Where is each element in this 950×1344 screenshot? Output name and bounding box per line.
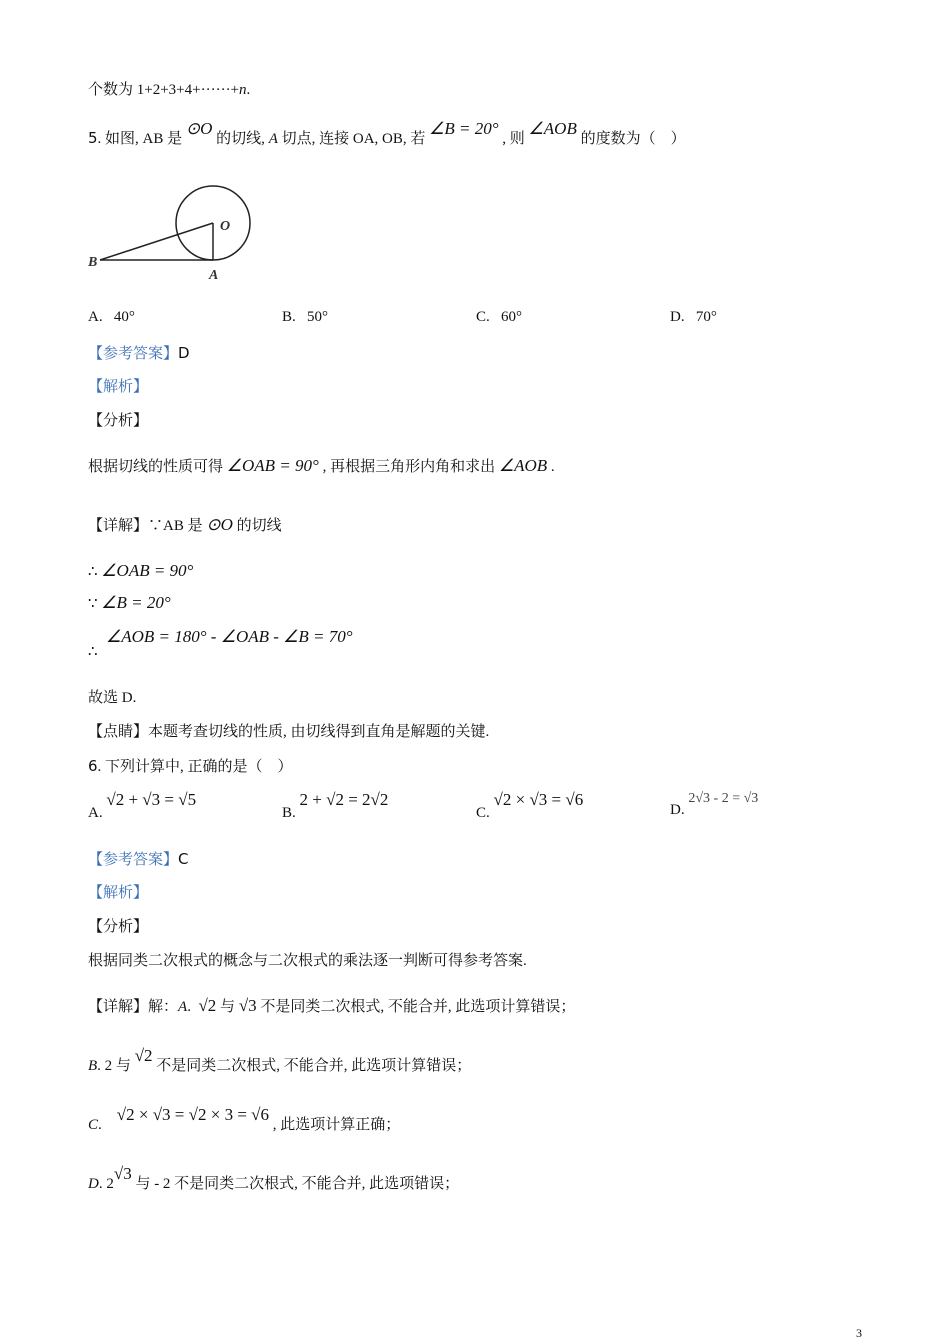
dianjing-text: 本题考查切线的性质, 由切线得到直角是解题的关键. <box>148 724 490 740</box>
detail-label: 【详解】 <box>88 518 149 534</box>
angle-aob-formula: ∠AOB <box>498 456 548 475</box>
because-symbol: ∵ <box>88 596 102 612</box>
q6-analysis: 根据同类二次根式的概念与二次根式的乘法逐一判断可得参考答案. <box>88 953 527 969</box>
radicand: 6 <box>574 790 584 809</box>
variable-n: n <box>239 82 247 98</box>
detail-text: 解： <box>148 999 179 1015</box>
operator: = <box>547 790 566 809</box>
q6-jiexi-label: 【解析】 <box>88 885 149 901</box>
radicand: 2 <box>115 790 125 809</box>
q5-step-3-formula <box>106 627 353 648</box>
option-letter: D. <box>670 309 685 325</box>
radicand: 2 <box>502 790 512 809</box>
q6-option-b: B. 2 + √2 = 2√2 <box>282 790 389 821</box>
answer-value: D <box>178 344 190 362</box>
option-ref: C <box>88 1117 99 1133</box>
radicand: 3 <box>248 996 257 1015</box>
option-value: 70° <box>695 309 717 325</box>
radicand: 2 <box>126 1105 135 1124</box>
q6-option-d: D. 2√3 - 2 = √3 <box>670 791 759 818</box>
coefficient: 2 <box>688 791 696 806</box>
operator: × <box>511 790 530 809</box>
page-number: 3 <box>856 1326 862 1340</box>
label-a: A <box>209 268 219 283</box>
q5-answer <box>88 343 190 364</box>
operator: 2 + <box>299 790 327 809</box>
radicand: 3 <box>162 1105 171 1124</box>
q6-answer <box>88 849 189 870</box>
q5-number: 5 <box>88 129 98 147</box>
q6-option-a: A. √2 + √3 = √5 <box>88 790 197 821</box>
therefore-symbol: ∴ <box>88 564 102 580</box>
radicand: 2 <box>144 1046 153 1065</box>
angle-aob-formula: ∠AOB <box>528 119 577 138</box>
answer-label: 【参考答案】 <box>88 346 179 362</box>
detail-text: . 2 <box>98 1176 114 1192</box>
option-ref: D <box>88 1176 99 1192</box>
radicand: 3 <box>751 791 759 806</box>
radicand: 2 × 3 <box>197 1105 234 1124</box>
radicand: 3 <box>151 790 161 809</box>
operator: - 2 = <box>710 791 744 806</box>
radicand: 3 <box>703 791 711 806</box>
operator: + <box>124 790 143 809</box>
radicand: 2 <box>207 996 217 1015</box>
option-letter: B. <box>282 805 296 821</box>
q5-stem <box>88 119 686 149</box>
step-formula: ∠OAB = 90° <box>101 561 194 580</box>
q5-option-b <box>282 309 328 326</box>
dianjing-label: 【点睛】 <box>88 724 149 740</box>
q6-option-c: C. √2 × √3 = √6 <box>476 790 584 821</box>
q5-detail <box>88 515 282 536</box>
radicand: 2 <box>379 790 389 809</box>
q5-step-2 <box>88 593 171 614</box>
detail-text: 不是同类二次根式, 不能合并, 此选项计算错误； <box>152 1058 472 1074</box>
q5-text-3: 切点, 连接 OA, OB, 若 <box>277 131 430 147</box>
q5-option-c <box>476 309 522 326</box>
q5-option-d <box>670 309 717 326</box>
q5-conclusion: 故选 D. <box>88 690 137 706</box>
q6-detail-c: C. √2 × √3 = √2 × 3 = √6 , 此选项计算正确； <box>88 1105 401 1133</box>
operator: = <box>170 1105 189 1124</box>
detail-text: 与 - 2 不是同类二次根式, 不能合并, 此选项错误； <box>131 1176 460 1192</box>
q5-text-5: 的度数为（ ） <box>576 131 686 147</box>
radicand: 2 <box>335 790 344 809</box>
q6-number: 6 <box>88 757 98 775</box>
option-value: 50° <box>307 309 329 325</box>
option-letter: A. <box>88 805 103 821</box>
option-letter: A. <box>88 309 103 325</box>
operator: = <box>160 790 179 809</box>
radicand: 5 <box>187 790 197 809</box>
detail-text: 的切线 <box>232 518 282 534</box>
q5-step-1 <box>88 561 193 582</box>
analysis-text: 根据切线的性质可得 <box>88 459 227 475</box>
answer-label: 【参考答案】 <box>88 852 179 868</box>
q5-text-2: 的切线, <box>212 131 269 147</box>
segment-bo <box>100 223 213 260</box>
q5-analysis <box>88 456 555 477</box>
operator: = <box>233 1105 252 1124</box>
option-letter: C. <box>476 805 490 821</box>
q6-detail-a: 【详解】解：A. √2 与 √3 不是同类二次根式, 不能合并, 此选项计算错误； <box>88 996 576 1015</box>
q5-text-4: , 则 <box>498 131 529 147</box>
detail-label: 【详解】 <box>88 999 149 1015</box>
q6-detail-d: D. 2√3 与 - 2 不是同类二次根式, 不能合并, 此选项错误； <box>88 1164 460 1192</box>
label-o: O <box>220 219 231 234</box>
option-ref: B <box>88 1058 98 1074</box>
radicand: 3 <box>538 790 548 809</box>
point-a: A <box>268 131 278 147</box>
option-value: 40° <box>113 309 135 325</box>
option-letter: D. <box>670 802 685 818</box>
step-formula: ∠AOB = 180° - ∠OAB - ∠B = 70° <box>106 627 353 646</box>
option-letter: B. <box>282 309 296 325</box>
answer-value: C <box>178 850 189 868</box>
label-b: B <box>88 255 98 270</box>
q6-text: . 下列计算中, 正确的是（ ） <box>97 759 293 775</box>
continued-text: 个数为 1+2+3+4+······+ <box>88 82 240 98</box>
operator: × <box>134 1105 153 1124</box>
q5-dianjing <box>88 722 489 742</box>
q6-fenxi-label: 【分析】 <box>88 919 149 935</box>
detail-text: 与 <box>216 999 239 1015</box>
option-letter: C. <box>476 309 490 325</box>
analysis-text: . <box>547 459 555 475</box>
q6-stem <box>88 756 293 777</box>
angle-b-formula: ∠B = 20° <box>429 119 499 138</box>
radicand: 6 <box>260 1105 270 1124</box>
step-formula: ∠B = 20° <box>101 593 171 612</box>
detail-text: , 此选项计算正确； <box>269 1117 401 1133</box>
q5-jiexi-label: 【解析】 <box>88 379 149 395</box>
continued-text-line <box>88 80 250 100</box>
circle-o-symbol: ⊙O <box>206 515 233 534</box>
q5-step-3-symbol: ∴ <box>88 644 98 660</box>
period: . <box>246 82 251 98</box>
q5-option-a <box>88 309 135 326</box>
operator: = 2 <box>343 790 371 809</box>
angle-oab-formula: ∠OAB = 90° <box>226 456 319 475</box>
option-ref: A <box>178 999 188 1015</box>
q5-fenxi-label: 【分析】 <box>88 413 149 429</box>
q6-detail-b: B. 2 与 √2 不是同类二次根式, 不能合并, 此选项计算错误； <box>88 1046 472 1074</box>
tangent-circle-figure <box>85 180 260 285</box>
radicand: 3 <box>123 1164 132 1183</box>
q5-text-1: . 如图, AB 是 <box>97 131 186 147</box>
detail-text: ∵AB 是 <box>148 518 207 534</box>
option-value: 60° <box>501 309 523 325</box>
detail-text: 不是同类二次根式, 不能合并, 此选项计算错误； <box>256 999 576 1015</box>
circle-o-symbol: ⊙O <box>185 119 213 138</box>
detail-text: . 2 与 <box>97 1058 135 1074</box>
analysis-text: , 再根据三角形内角和求出 <box>318 459 499 475</box>
